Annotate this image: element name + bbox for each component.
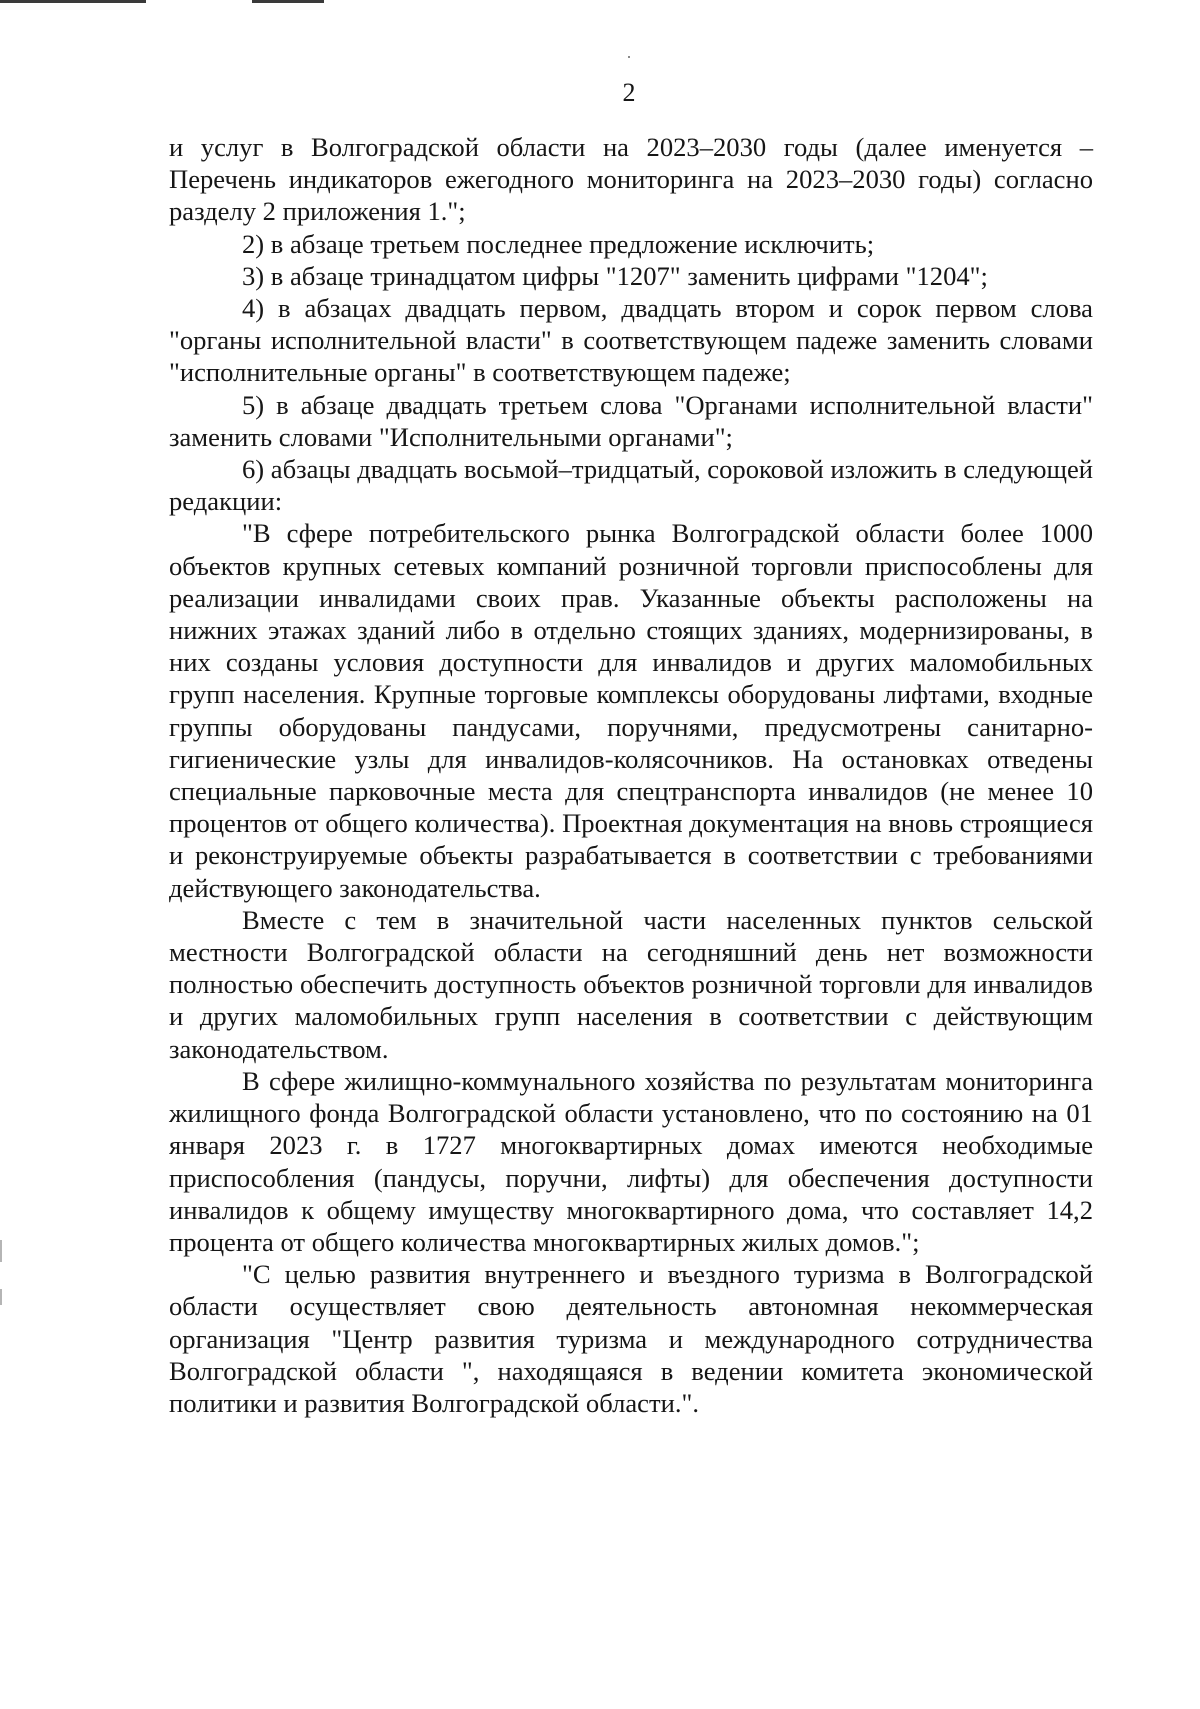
scan-artifact-dot	[628, 56, 630, 58]
scan-edge-mark	[0, 1289, 2, 1305]
paragraph-continuation: и услуг в Волгоградской области на 2023–2030 годы (далее именуется – Перечень индикаторов ежегодного мониторинга на 2023–2030 годы) согласно разделу 2 приложения 1.";	[169, 132, 1093, 227]
amendment-item-6: 6) абзацы двадцать восьмой–тридцатый, сороковой изложить в следующей редакции:	[169, 454, 1093, 517]
document-body	[169, 131, 1093, 1419]
amendment-item-4: 4) в абзацах двадцать первом, двадцать втором и сорок первом слова "органы исполнительной власти" в соответствующем падеже заменить словами "исполнительные органы" в соответствующем падеже;	[169, 293, 1093, 388]
scan-edge-mark	[0, 1240, 2, 1262]
amendment-item-5: 5) в абзаце двадцать третьем слова "Органами исполнительной власти" заменить словами "Исполнительными органами";	[169, 389, 1093, 452]
quoted-paragraph-housing: В сфере жилищно-коммунального хозяйства по результатам мониторинга жилищного фонда Волгоградской области установлено, что по состоянию на 01 января 2023 г. в 1727 многоквартирных домах имеются необходимые приспособления (пандусы, поручни, лифты) для обеспечения доступности инвалидов к общему имуществу многоквартирного дома, что составляет 14,2 процента от общего количества многоквартирных жилых домов.";	[169, 1065, 1093, 1257]
quoted-paragraph-tourism: "С целью развития внутреннего и въездного туризма в Волгоградской области осуществляет свою деятельность автономная некоммерческая организация "Центр развития туризма и международного сотрудничества Волгоградской области ", находящаяся в ведении комитета экономической политики и развития Волгоградской области.".	[169, 1259, 1093, 1418]
quoted-paragraph-consumer-market: "В сфере потребительского рынка Волгоградской области более 1000 объектов крупных сетевых компаний розничной торговли приспособлены для реализации инвалидами своих прав. Указанные объекты расположены на нижних этажах зданий либо в отдельно стоящих зданиях, модернизированы, в них созданы условия доступности для инвалидов и других маломобильных групп населения. Крупные торговые комплексы оборудованы лифтами, входные группы оборудованы пандусами, поручнями, предусмотрены санитарно-гигиенические узлы для инвалидов-колясочников. На остановках отведены специальные парковочные места для спецтранспорта инвалидов (не менее 10 процентов от общего количества). Проектная документация на вновь строящиеся и реконструируемые объекты разрабатывается в соответствии с требованиями действующего законодательства.	[169, 518, 1093, 903]
scan-artifact-line	[0, 0, 146, 3]
quoted-paragraph-rural-areas: Вместе с тем в значительной части населенных пунктов сельской местности Волгоградской области на сегодняшний день нет возможности полностью обеспечить доступность объектов розничной торговли для инвалидов и других маломобильных групп населения в соответствии с действующим законодательством.	[169, 904, 1093, 1064]
amendment-item-3: 3) в абзаце тринадцатом цифры "1207" заменить цифрами "1204";	[242, 260, 988, 291]
amendment-item-2: 2) в абзаце третьем последнее предложение исключить;	[242, 228, 875, 259]
scan-artifact-line	[252, 0, 324, 3]
page-number: 2	[622, 78, 636, 107]
